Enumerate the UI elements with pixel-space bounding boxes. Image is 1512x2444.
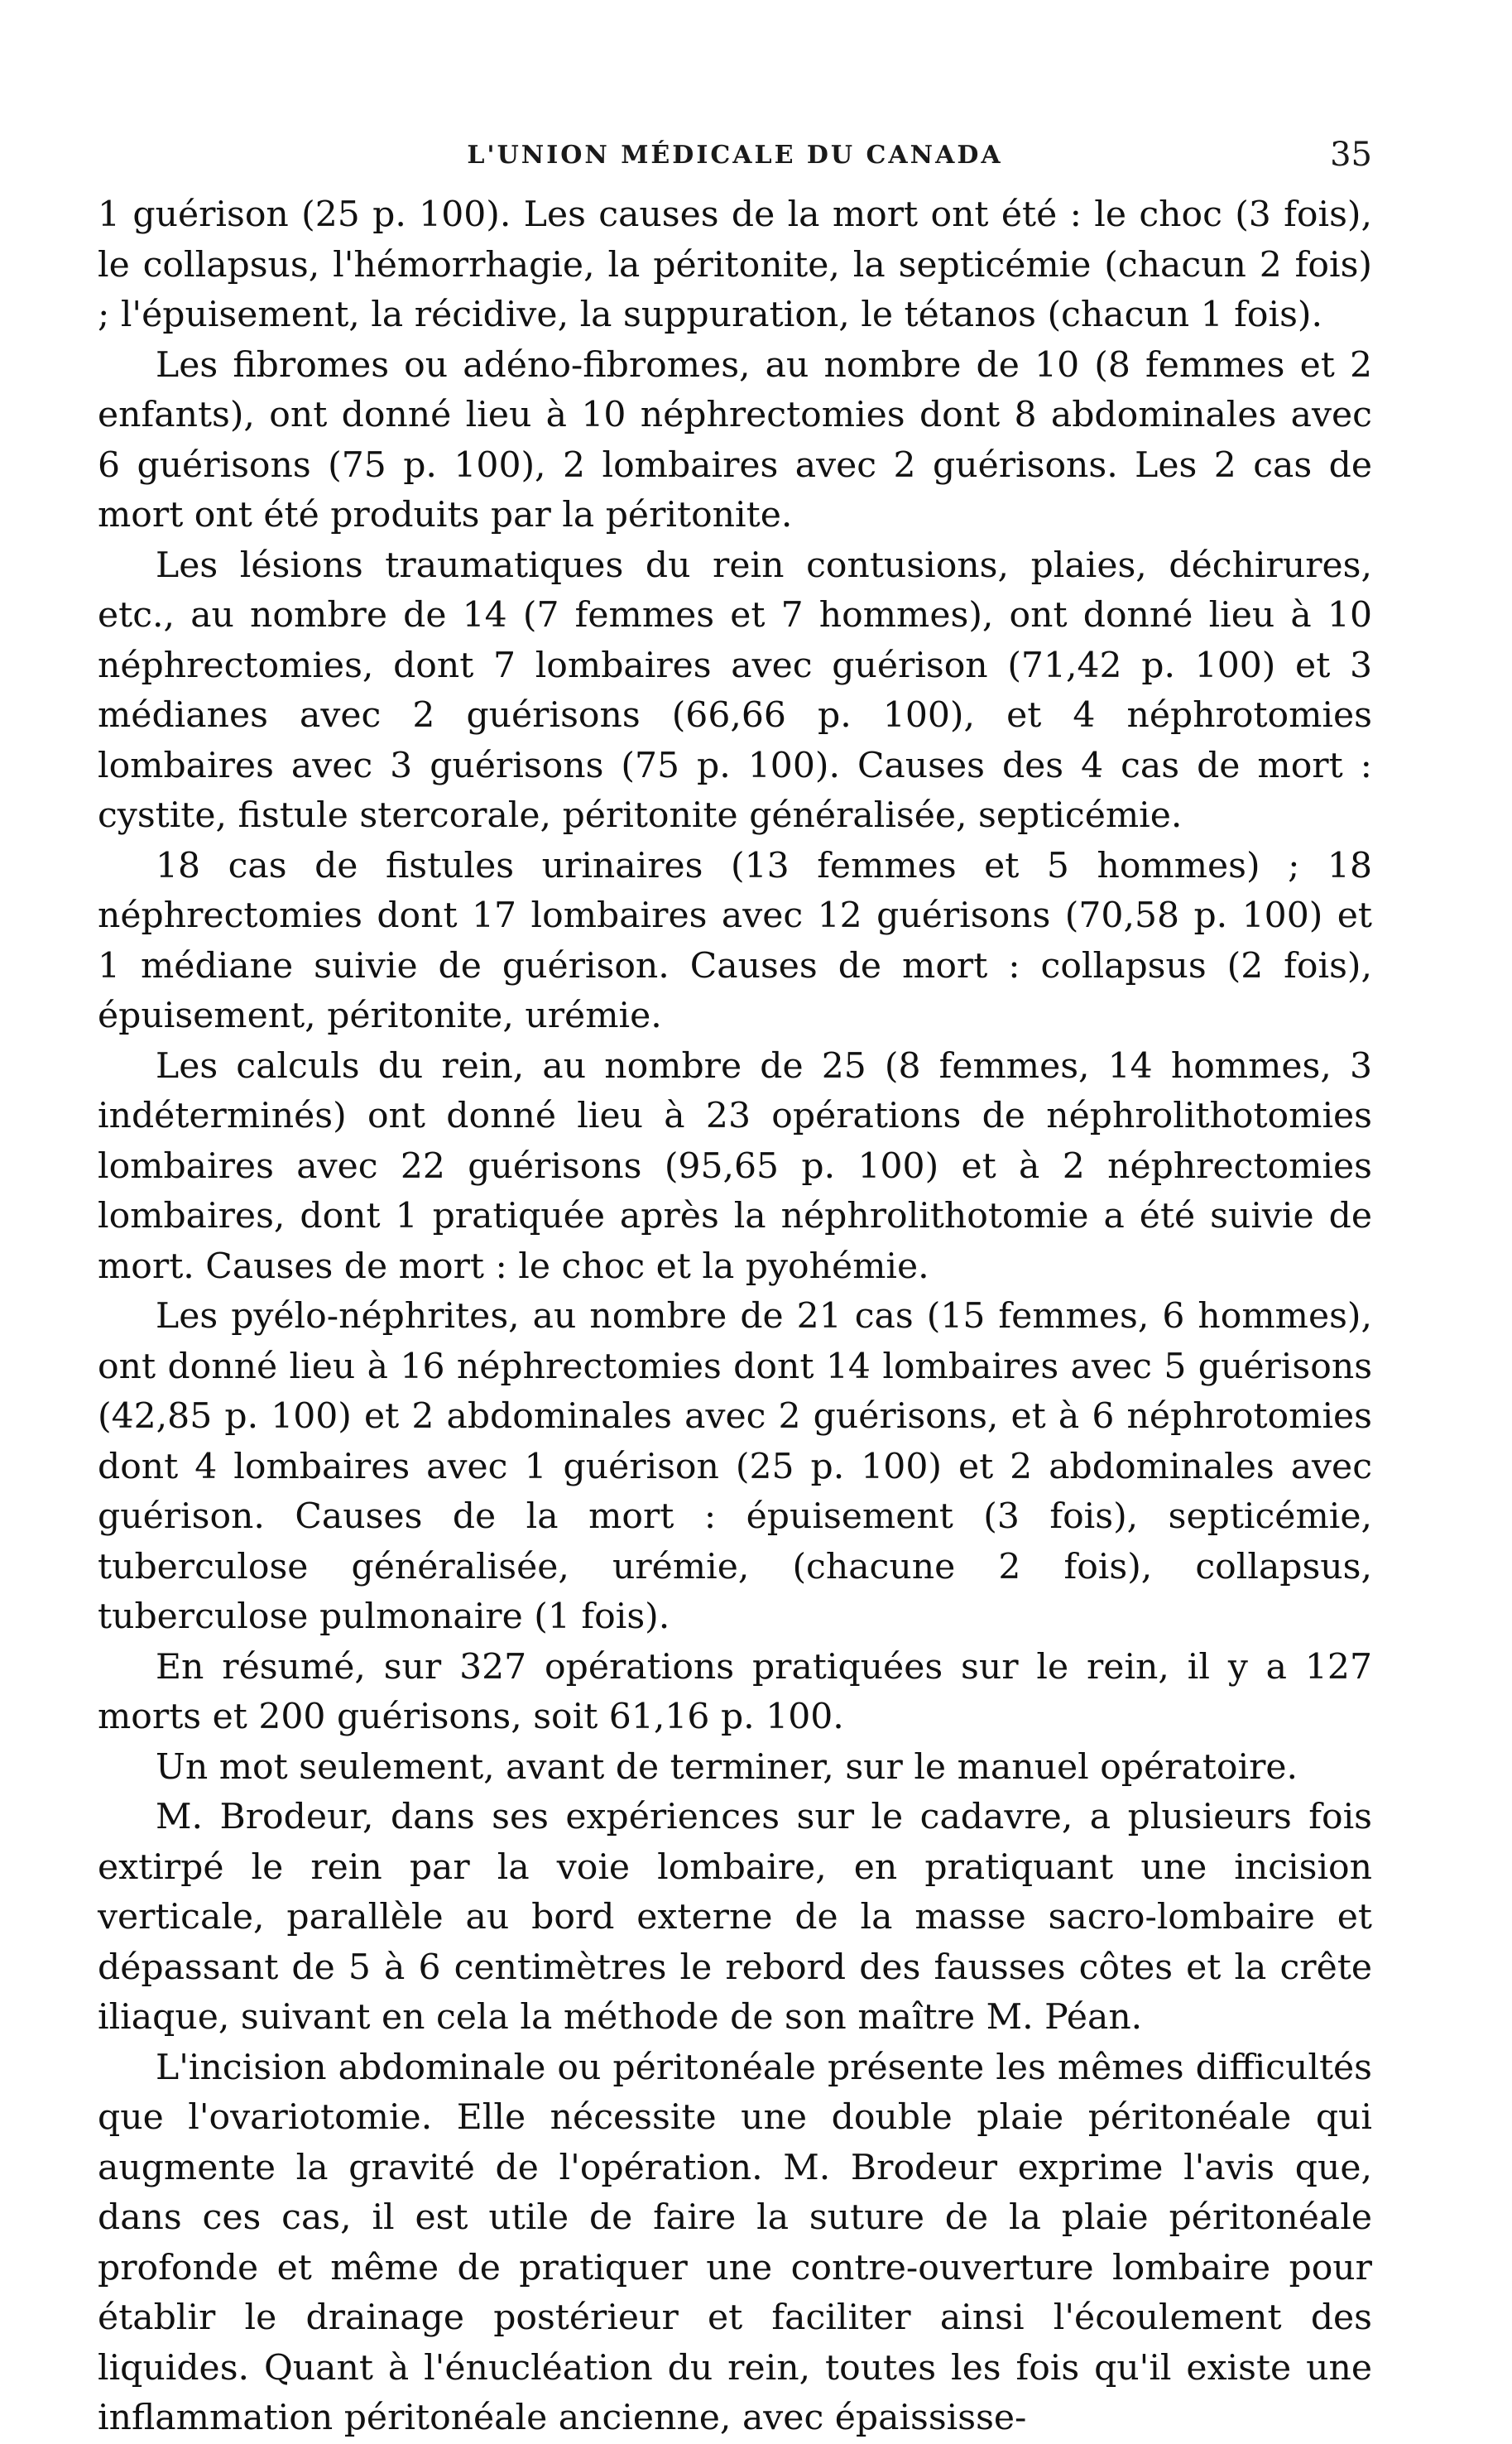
paragraph-incision-abdominale: L'incision abdominale ou péritonéale présente les mêmes difficultés que l'ovariotomie. Elle nécessite une double plaie péritonéale qui augmente la gravité de l'opération. M. Brodeur exprime l'avis que, dans ces cas, il est utile de faire la suture de la plaie péritonéale profonde et même de pratiquer une contre-ouverture lombaire pour établir le drainage postérieur et faciliter ainsi l'écoulement des liquides. Quant à l'énucléation du rein, toutes les fois qu'il existe une inflammation péritonéale ancienne, avec épaississe-	[98, 2047, 1372, 2438]
paragraph-resume: En résumé, sur 327 opérations pratiquées sur le rein, il y a 127 morts et 200 guérisons, soit 61,16 p. 100.	[98, 1646, 1372, 1737]
paragraph-fistules-urinaires: 18 cas de fistules urinaires (13 femmes et 5 hommes) ; 18 néphrectomies dont 17 lombaires avec 12 guérisons (70,58 p. 100) et 1 médiane suivie de guérison. Causes de mort : collapsus (2 fois), épuisement, péritonite, urémie.	[98, 845, 1372, 1036]
paragraph-manuel-operatoire: Un mot seulement, avant de terminer, sur le manuel opératoire.	[156, 1746, 1298, 1788]
body-text	[98, 190, 1372, 2444]
paragraph-pyelo-nephrites: Les pyélo-néphrites, au nombre de 21 cas (15 femmes, 6 hommes), ont donné lieu à 16 néphrectomies dont 14 lombaires avec 5 guérisons (42,85 p. 100) et 2 abdominales avec 2 guérisons, et à 6 néphrotomies dont 4 lombaires avec 1 guérison (25 p. 100) et 2 abdominales avec guérison. Causes de la mort : épuisement (3 fois), septicémie, tuberculose généralisée, urémie, (chacune 2 fois), collapsus, tuberculose pulmonaire (1 fois).	[98, 1296, 1372, 1637]
paragraph-brodeur-experiences: M. Brodeur, dans ses expériences sur le cadavre, a plusieurs fois extirpé le rein par la voie lombaire, en pratiquant une incision verticale, parallèle au bord externe de la masse sacro-lombaire et dépassant de 5 à 6 centimètres le rebord des fausses côtes et la crête iliaque, suivant en cela la méthode de son maître M. Péan.	[98, 1797, 1372, 2038]
page-header	[98, 124, 1372, 190]
paragraph-deaths-causes: 1 guérison (25 p. 100). Les causes de la mort ont été : le choc (3 fois), le collapsus, l'hémorrhagie, la péritonite, la septicémie (chacun 2 fois) ; l'épuisement, la récidive, la suppuration, le tétanos (chacun 1 fois).	[98, 194, 1372, 335]
page-number: 35	[1330, 136, 1372, 174]
document-page	[98, 124, 1372, 2444]
running-title: L'UNION MÉDICALE DU CANADA	[467, 141, 1003, 170]
paragraph-fibromes: Les fibromes ou adéno-fibromes, au nombre de 10 (8 femmes et 2 enfants), ont donné lieu à 10 néphrectomies dont 8 abdominales avec 6 guérisons (75 p. 100), 2 lombaires avec 2 guérisons. Les 2 cas de mort ont été produits par la péritonite.	[98, 344, 1372, 535]
paragraph-calculs: Les calculs du rein, au nombre de 25 (8 femmes, 14 hommes, 3 indéterminés) ont donné lieu à 23 opérations de néphrolithotomies lombaires avec 22 guérisons (95,65 p. 100) et à 2 néphrectomies lombaires, dont 1 pratiquée après la néphrolithotomie a été suivie de mort. Causes de mort : le choc et la pyohémie.	[98, 1045, 1372, 1287]
paragraph-lesions-traumatiques: Les lésions traumatiques du rein contusions, plaies, déchirures, etc., au nombre de 14 (7 femmes et 7 hommes), ont donné lieu à 10 néphrectomies, dont 7 lombaires avec guérison (71,42 p. 100) et 3 médianes avec 2 guérisons (66,66 p. 100), et 4 néphrotomies lombaires avec 3 guérisons (75 p. 100). Causes des 4 cas de mort : cystite, fistule stercorale, péritonite généralisée, septicémie.	[98, 545, 1372, 836]
